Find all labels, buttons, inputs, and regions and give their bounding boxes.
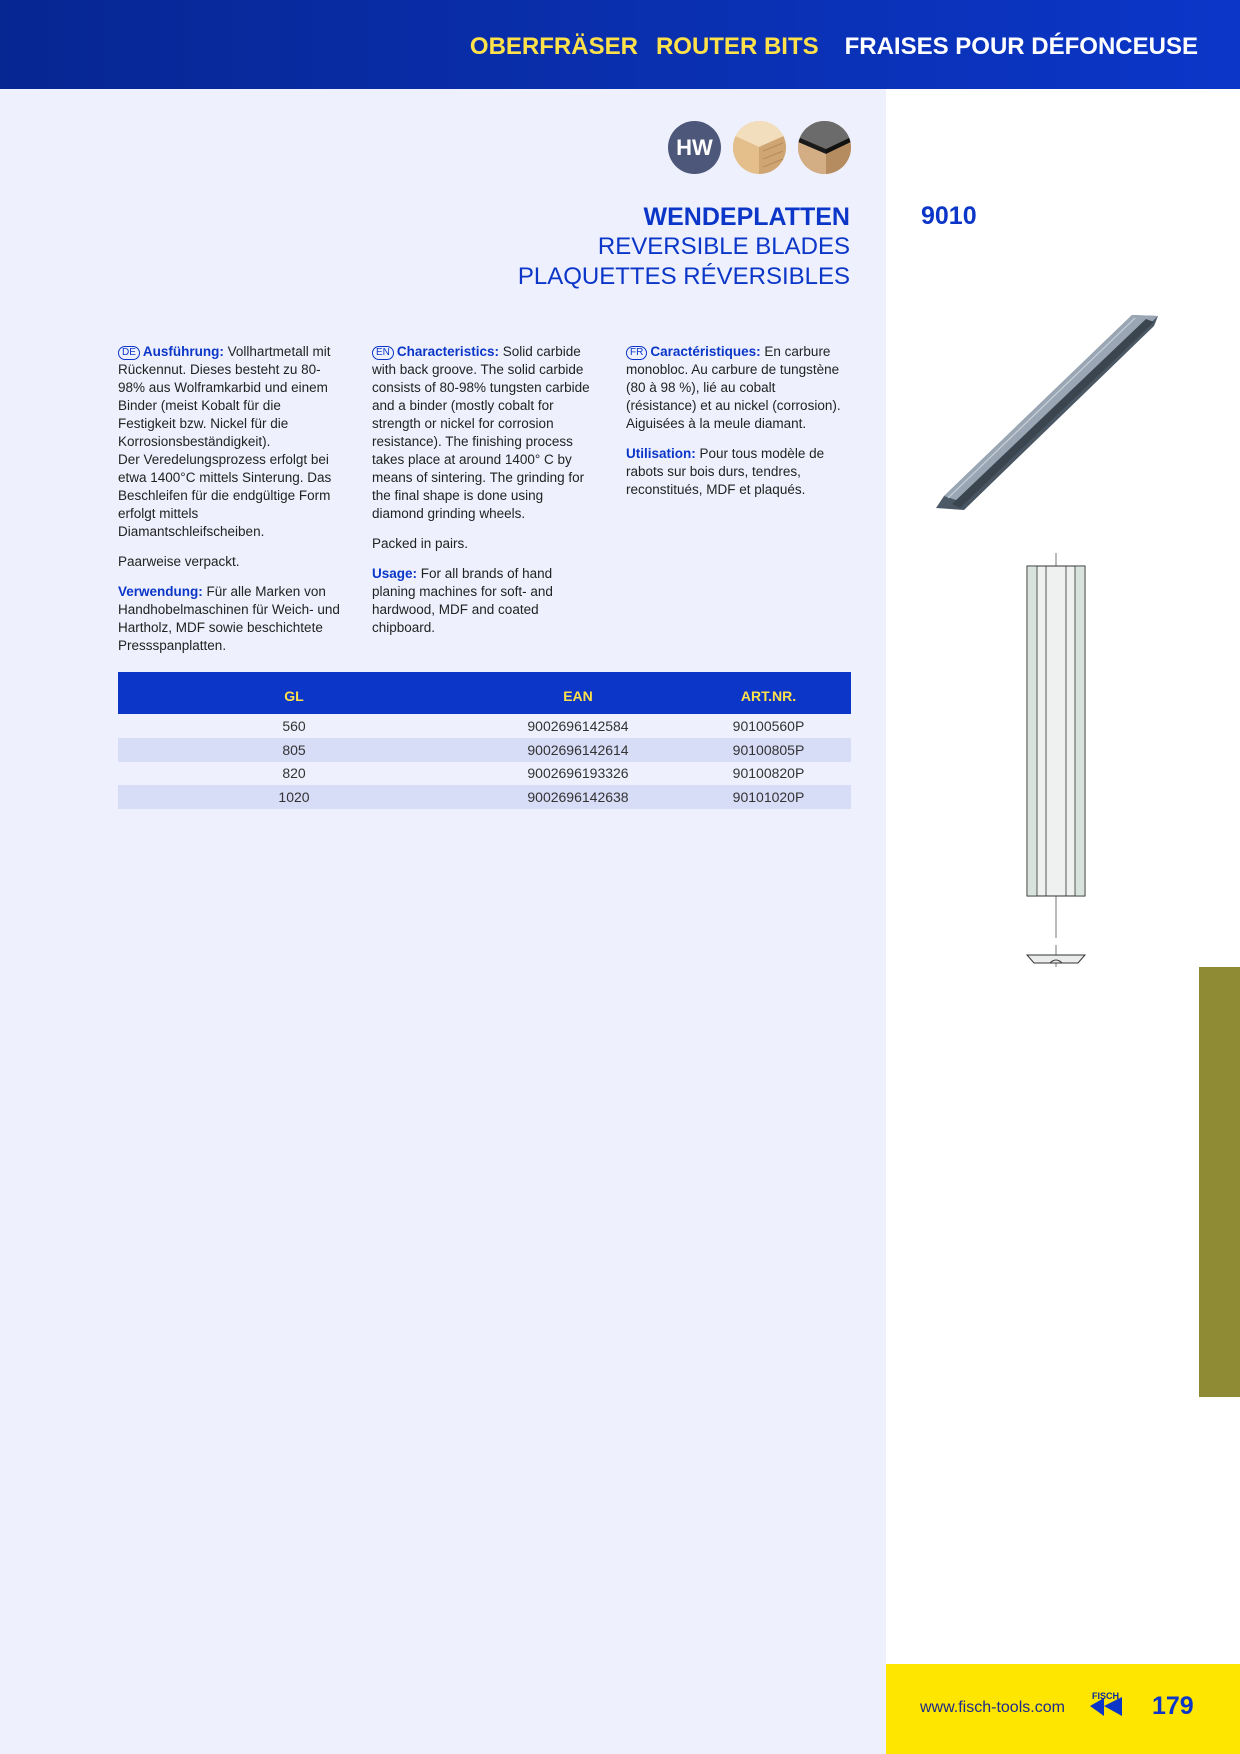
spec-table [118,672,851,809]
blade-profile-drawing [1020,945,1092,972]
page-header [0,0,1240,89]
usage-heading-en: Usage: [372,566,418,581]
text2-de: Der Veredelungsprozess erfolgt bei etwa 1400°C mittels Sinterung. Das Beschleifen für die endgültige Form erfolgt mittels Diamantschleifscheiben. [118,452,332,539]
product-title-en: REVERSIBLE BLADES [597,233,850,260]
cell-art-nr: 90100560P [686,714,851,738]
table-row [118,738,851,762]
coated-board-icon [798,121,851,174]
table-row [118,714,851,738]
header-title-en: ROUTER BITS [655,33,819,60]
page-number: 179 [1152,1692,1194,1720]
table-row [118,762,851,786]
product-title-fr: PLAQUETTES RÉVERSIBLES [517,263,850,290]
cell-gl: 560 [118,714,470,738]
cell-ean: 9002696142584 [470,714,686,738]
cell-gl: 805 [118,738,470,762]
cell-art-nr: 90101020P [686,785,851,809]
description-de [118,343,340,667]
table-header-row [118,672,851,714]
wood-material-icon [733,121,786,174]
cell-gl: 820 [118,762,470,786]
blade-front-drawing [1020,553,1092,943]
usage-heading-fr: Utilisation: [626,446,696,461]
product-code: 9010 [921,202,977,230]
heading-fr: Caractéristiques: [650,344,761,359]
page-footer [886,1664,1240,1754]
cell-ean: 9002696193326 [470,762,686,786]
header-gl: GL [118,672,470,714]
lang-badge-en: EN [372,346,394,360]
cell-ean: 9002696142638 [470,785,686,809]
content-background [0,89,886,1754]
header-art-nr: ART.NR. [686,672,851,714]
text-fr: En carbure monobloc. Au carbure de tungstène (80 à 98 %), lié au cobalt (résistance) et au nickel (corrosion). Aiguisées à la meule diamant. [626,344,841,431]
header-title-fr: FRAISES POUR DÉFONCEUSE [844,33,1198,60]
cell-gl: 1020 [118,785,470,809]
text-en: Solid carbide with back groove. The solid carbide consists of 80-98% tungsten carbide and a binder (mostly cobalt for strength or nickel for corrosion resistance). The finishing process takes place at around 1400° C by means of sintering. The grinding for the final shape is done using diamond grinding wheels. [372,344,590,521]
lang-badge-de: DE [118,346,140,360]
usage-text-en: For all brands of hand planing machines for soft- and hardwood, MDF and coated chipboard. [372,566,553,635]
packing-de: Paarweise verpackt. [118,554,240,569]
cell-ean: 9002696142614 [470,738,686,762]
lang-badge-fr: FR [626,346,647,360]
header-titles [452,33,1198,61]
logo-text: FISCH [1092,1691,1119,1701]
cell-art-nr: 90100805P [686,738,851,762]
table-row [118,785,851,809]
heading-en: Characteristics: [396,344,499,359]
header-ean: EAN [470,672,686,714]
blade-photo [932,310,1162,520]
usage-text-de: Für alle Marken von Handhobelmaschinen für Weich- und Hartholz, MDF sowie beschichtete Pressspanplatten. [118,584,340,653]
hw-badge: HW [668,121,721,174]
website-link[interactable]: www.fisch-tools.com [920,1699,1065,1716]
product-title [518,202,850,292]
description-en [372,343,594,649]
header-title-de: OBERFRÄSER [469,33,638,60]
heading-de: Ausführung: [142,344,224,359]
packing-en: Packed in pairs. [372,536,469,551]
section-tab [1199,967,1240,1397]
description-fr [626,343,848,511]
usage-heading-de: Verwendung: [118,584,203,599]
product-title-de: WENDEPLATTEN [643,203,850,231]
text-de: Vollhartmetall mit Rückennut. Dieses besteht zu 80-98% aus Wolframkarbid und einem Binder (meist Kobalt für die Festigkeit bzw. Nickel für die Korrosionsbeständigkeit). [118,344,331,449]
cell-art-nr: 90100820P [686,762,851,786]
usage-text-fr: Pour tous modèle de rabots sur bois durs, tendres, reconstitués, MDF et plaqués. [626,446,825,497]
